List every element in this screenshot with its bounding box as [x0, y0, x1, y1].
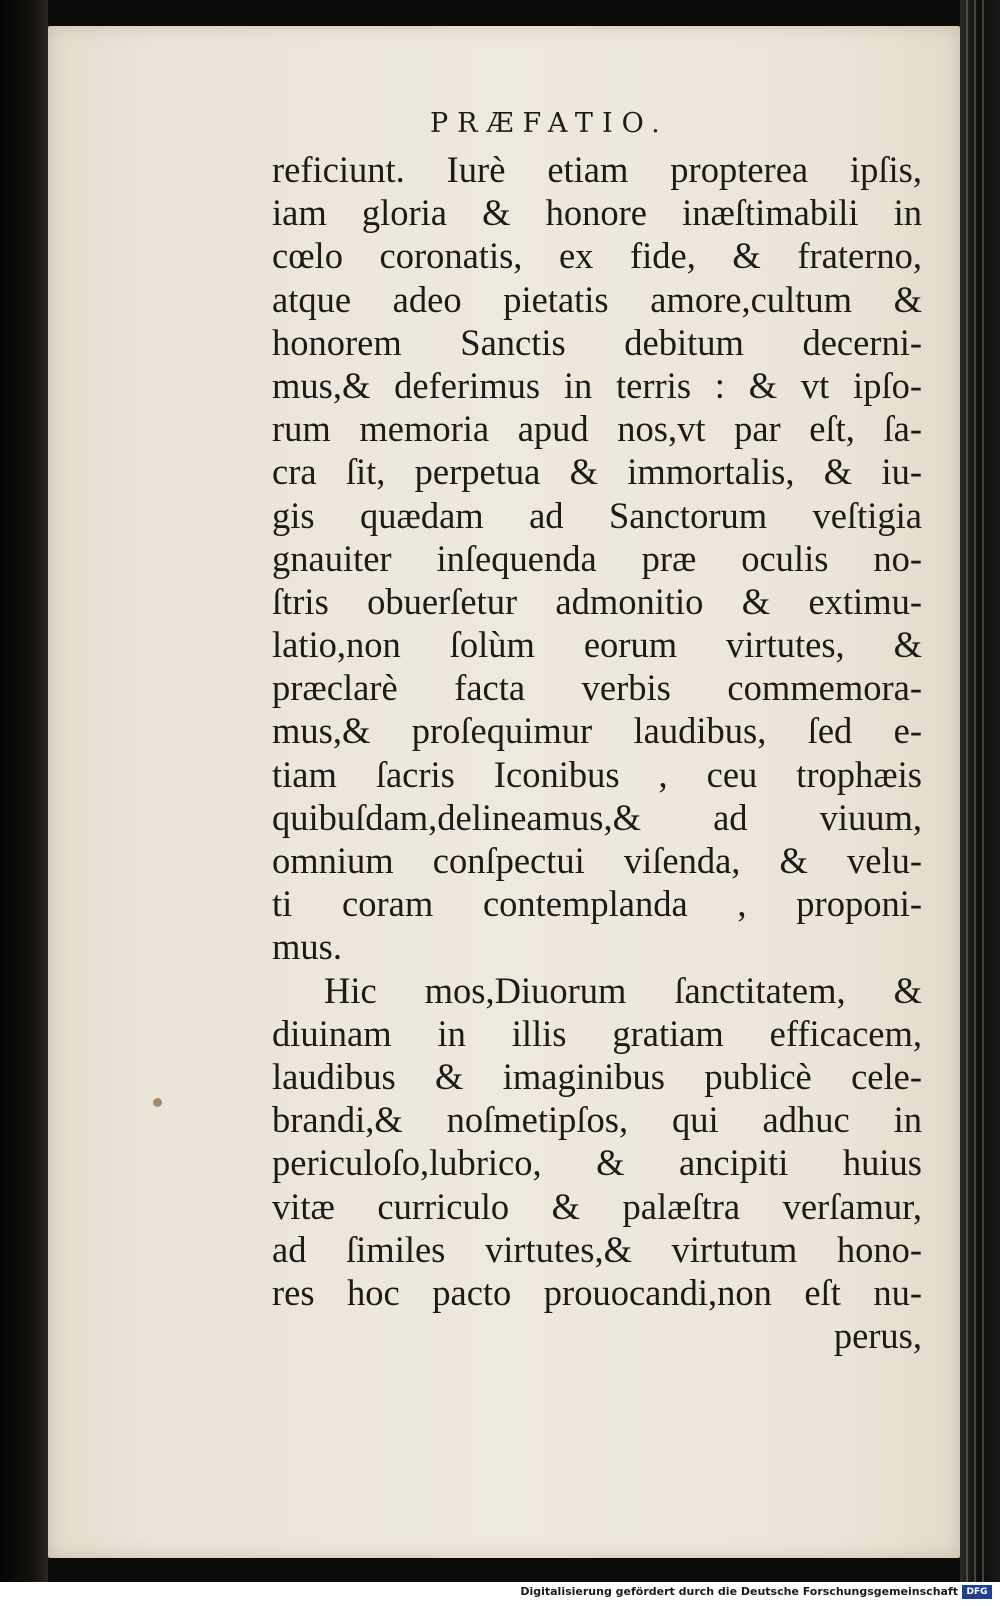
book-edge — [960, 0, 1000, 1582]
funding-credit: Digitalisierung gefördert durch die Deutsche Forschungsgemeinschaft — [520, 1585, 958, 1598]
text-line: gis quædam ad Sanctorum veſtigia — [272, 494, 922, 536]
text-line: cra ſit, perpetua & immortalis, & iu- — [272, 451, 922, 493]
dfg-logo: DFG — [962, 1585, 992, 1599]
body-text — [272, 148, 922, 1357]
text-line: ad ſimiles virtutes,& virtutum hono- — [272, 1228, 922, 1270]
ink-stain — [153, 1098, 162, 1107]
text-line: diuinam in illis gratiam efficacem, — [272, 1012, 922, 1054]
text-line: gnauiter inſequenda præ oculis no- — [272, 537, 922, 579]
page-edge-line — [982, 0, 984, 1582]
running-head: PRÆFATIO. — [430, 108, 669, 139]
text-line: reficiunt. Iurè etiam propterea ipſis, — [272, 149, 922, 190]
text-line: latio,non ſolùm eorum virtutes, & — [272, 624, 922, 666]
text-line: præclarè facta verbis commemora- — [272, 667, 922, 709]
text-line: laudibus & imaginibus publicè cele- — [272, 1055, 922, 1097]
text-line: mus. — [272, 926, 342, 968]
text-line: vitæ curriculo & palæſtra verſamur, — [272, 1185, 922, 1227]
text-line: rum memoria apud nos,vt par eſt, ſa- — [272, 408, 922, 450]
text-line: res hoc pacto prouocandi,non eſt nu- — [272, 1271, 922, 1313]
binding-shadow — [0, 0, 48, 1582]
text-line: honorem Sanctis debitum decerni- — [272, 321, 922, 363]
text-line: atque adeo pietatis amore,cultum & — [272, 278, 922, 320]
text-line: mus,& proſequimur laudibus, ſed e- — [272, 710, 922, 752]
text-line: periculoſo,lubrico, & ancipiti huius — [272, 1142, 922, 1184]
text-line: mus,& deferimus in terris : & vt ipſo- — [272, 364, 922, 406]
text-line: ti coram contemplanda , proponi- — [272, 883, 922, 925]
text-line: iam gloria & honore inæſtimabili in — [272, 192, 922, 234]
catchword: perus, — [833, 1315, 922, 1357]
text-line: brandi,& noſmetipſos, qui adhuc in — [272, 1099, 922, 1141]
text-line: cœlo coronatis, ex fide, & fraterno, — [272, 235, 922, 277]
text-line: quibuſdam,delineamus,& ad viuum, — [272, 796, 922, 838]
page-edge-line — [966, 0, 968, 1582]
page-edge-line — [974, 0, 976, 1582]
text-line: omnium conſpectui viſenda, & velu- — [272, 840, 922, 881]
paragraph-first-line: Hic mos,Diuorum ſanctitatem, & — [324, 969, 922, 1011]
text-line: ſtris obuerſetur admonitio & extimu- — [272, 580, 922, 622]
text-line: tiam ſacris Iconibus , ceu trophæis — [272, 753, 922, 795]
